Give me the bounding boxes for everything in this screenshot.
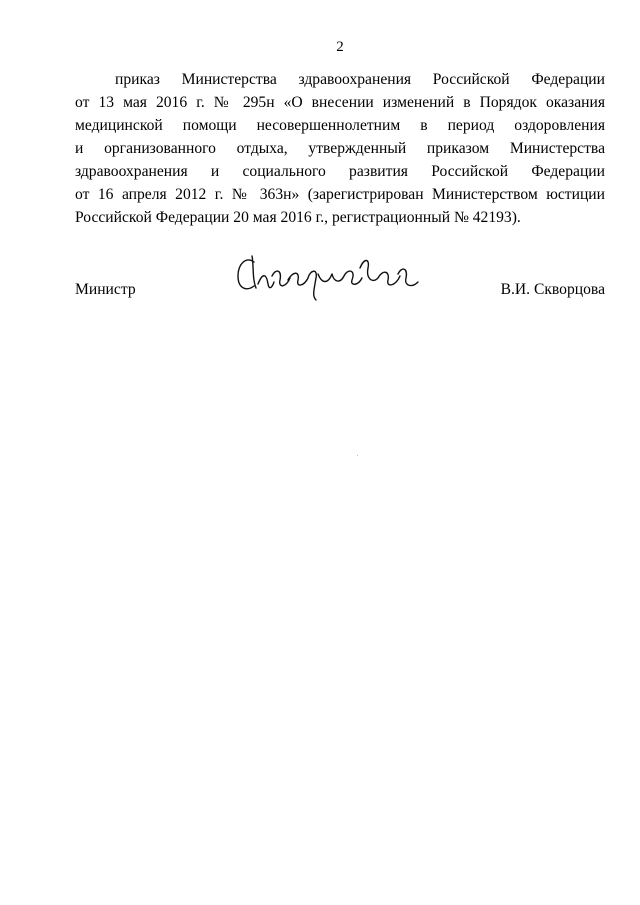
body-line: здравоохранения и социального развития Российской Федерации (75, 163, 605, 180)
body-line: Российской Федерации 20 мая 2016 г., регистрационный № 42193). (75, 209, 521, 226)
body-line: приказ Министерства здравоохранения Российской Федерации (115, 71, 605, 88)
signatory-position: Министр (75, 281, 136, 298)
body-line: от 16 апреля 2012 г. № 363н» (зарегистрирован Министерством юстиции (75, 186, 605, 203)
body-paragraph (75, 68, 605, 229)
body-line: от 13 мая 2016 г. № 295н «О внесении изменений в Порядок оказания (75, 94, 605, 111)
handwritten-signature (232, 244, 432, 306)
signatory-name: В.И. Скворцова (500, 281, 605, 298)
body-line: и организованного отдыха, утвержденный приказом Министерства (75, 140, 605, 157)
body-line: медицинской помощи несовершеннолетним в период оздоровления (75, 117, 605, 134)
signature-block (0, 240, 640, 320)
scan-speck (357, 455, 358, 456)
page-number: 2 (336, 39, 344, 55)
